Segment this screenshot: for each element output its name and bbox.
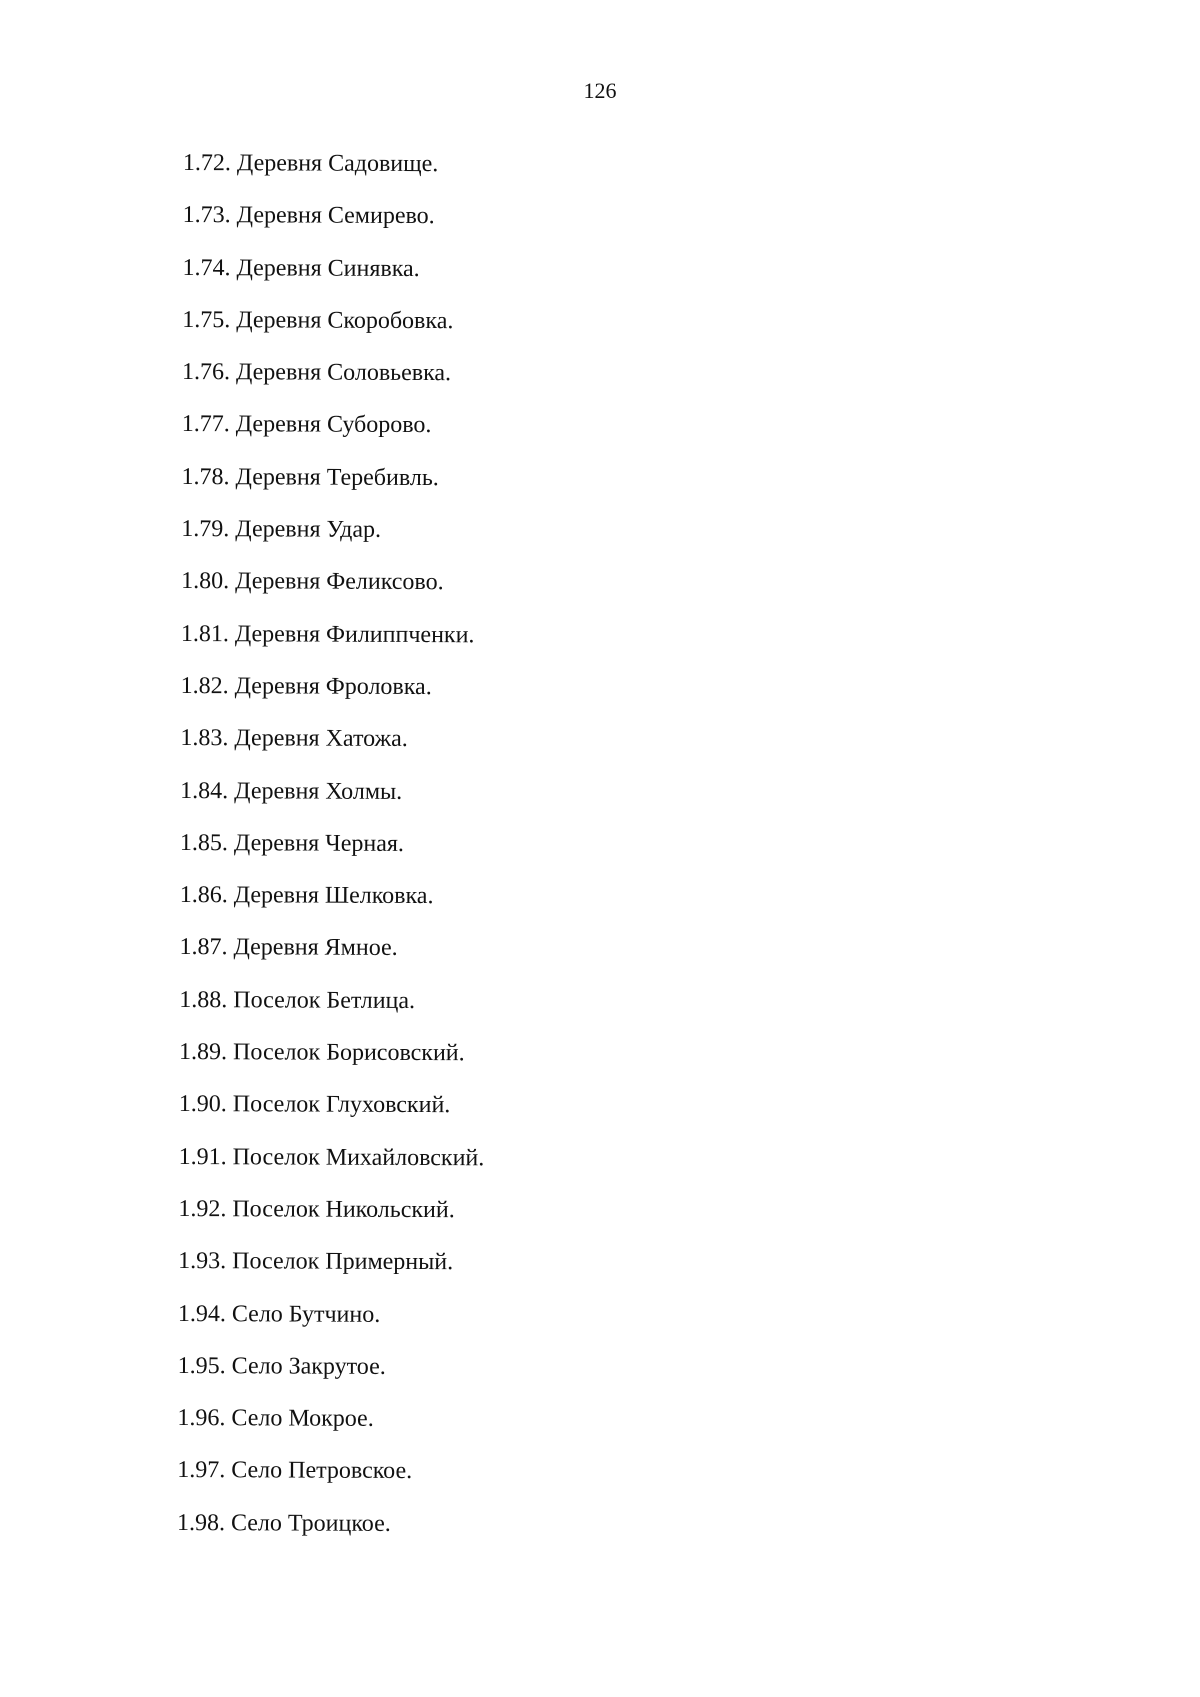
- item-number: 1.96.: [177, 1405, 226, 1432]
- item-text: Деревня Скоробовка.: [236, 307, 454, 335]
- item-number: 1.77.: [181, 411, 230, 438]
- item-number: 1.75.: [182, 306, 231, 334]
- list-item: [183, 200, 489, 254]
- item-text: Поселок Михайловский.: [232, 1143, 485, 1171]
- item-number: 1.90.: [178, 1091, 227, 1118]
- item-number: 1.89.: [178, 1039, 228, 1066]
- item-text: Деревня Фроловка.: [234, 673, 432, 701]
- list-item: [180, 723, 486, 777]
- list-item: [181, 462, 487, 516]
- list-item: [180, 828, 486, 882]
- list-item: [178, 1299, 484, 1353]
- item-number: 1.83.: [180, 725, 229, 752]
- item-text: Деревня Удар.: [235, 516, 382, 543]
- item-number: 1.87.: [179, 934, 228, 961]
- list-item: [178, 1351, 484, 1405]
- item-text: Село Мокрое.: [231, 1405, 374, 1432]
- item-text: Поселок Примерный.: [232, 1248, 454, 1276]
- list-item: [179, 985, 485, 1039]
- item-number: 1.80.: [181, 568, 230, 595]
- list-item: [179, 1089, 485, 1143]
- list-item: [182, 253, 488, 307]
- item-number: 1.84.: [180, 777, 229, 804]
- item-number: 1.79.: [181, 516, 230, 543]
- item-text: Село Петровское.: [231, 1457, 413, 1485]
- item-text: Деревня Соловьевка.: [235, 359, 452, 387]
- item-number: 1.86.: [179, 882, 228, 909]
- page-number: 126: [583, 78, 617, 103]
- item-text: Деревня Семирево.: [236, 202, 435, 230]
- item-number: 1.88.: [179, 986, 228, 1013]
- item-text: Деревня Феликсово.: [235, 568, 444, 596]
- item-text: Поселок Глуховский.: [232, 1091, 451, 1119]
- list-item: [181, 566, 487, 620]
- item-number: 1.92.: [178, 1195, 227, 1223]
- item-number: 1.97.: [177, 1457, 226, 1484]
- item-number: 1.73.: [182, 202, 231, 229]
- item-text: Деревня Ямное.: [233, 934, 398, 962]
- item-text: Село Бутчино.: [231, 1300, 381, 1328]
- list-item: [181, 514, 487, 568]
- item-number: 1.74.: [182, 254, 231, 281]
- item-number: 1.78.: [181, 463, 230, 490]
- list-item: [178, 1142, 484, 1196]
- item-number: 1.93.: [178, 1248, 227, 1275]
- list-item: [179, 932, 485, 986]
- item-text: Деревня Черная.: [233, 830, 404, 857]
- item-text: Деревня Хатожа.: [234, 725, 408, 753]
- item-text: Деревня Садовище.: [236, 150, 439, 178]
- list-item: [177, 1403, 483, 1457]
- item-text: Деревня Синявка.: [236, 254, 420, 282]
- list-item: [180, 671, 486, 725]
- item-number: 1.94.: [177, 1300, 226, 1327]
- item-text: Село Троицкое.: [230, 1509, 391, 1537]
- list-item: [182, 305, 488, 359]
- list-item: [177, 1508, 483, 1562]
- item-number: 1.85.: [179, 829, 229, 857]
- settlement-list: [177, 148, 489, 1561]
- item-text: Поселок Бетлица.: [233, 986, 416, 1014]
- list-item: [178, 1246, 484, 1300]
- list-item: [182, 409, 488, 463]
- item-number: 1.81.: [180, 620, 229, 647]
- item-text: Деревня Холмы.: [234, 777, 403, 805]
- item-number: 1.76.: [181, 359, 231, 386]
- list-item: [183, 148, 489, 202]
- item-number: 1.72.: [182, 149, 231, 177]
- list-item: [178, 1194, 484, 1248]
- item-text: Поселок Никольский.: [232, 1196, 455, 1224]
- item-number: 1.82.: [180, 672, 229, 700]
- item-text: Деревня Суборово.: [235, 411, 432, 439]
- item-number: 1.91.: [178, 1143, 227, 1170]
- list-item: [180, 880, 486, 934]
- list-item: [181, 619, 487, 673]
- list-item: [180, 776, 486, 830]
- item-text: Деревня Шелковка.: [233, 882, 434, 910]
- list-item: [179, 1037, 485, 1091]
- item-text: Деревня Теребивль.: [235, 464, 439, 491]
- item-text: Село Закрутое.: [231, 1353, 386, 1380]
- list-item: [177, 1455, 483, 1509]
- list-item: [182, 357, 488, 411]
- item-number: 1.95.: [177, 1352, 226, 1380]
- item-text: Деревня Филиппченки.: [234, 620, 475, 648]
- item-text: Поселок Борисовский.: [232, 1039, 465, 1067]
- item-number: 1.98.: [176, 1509, 226, 1536]
